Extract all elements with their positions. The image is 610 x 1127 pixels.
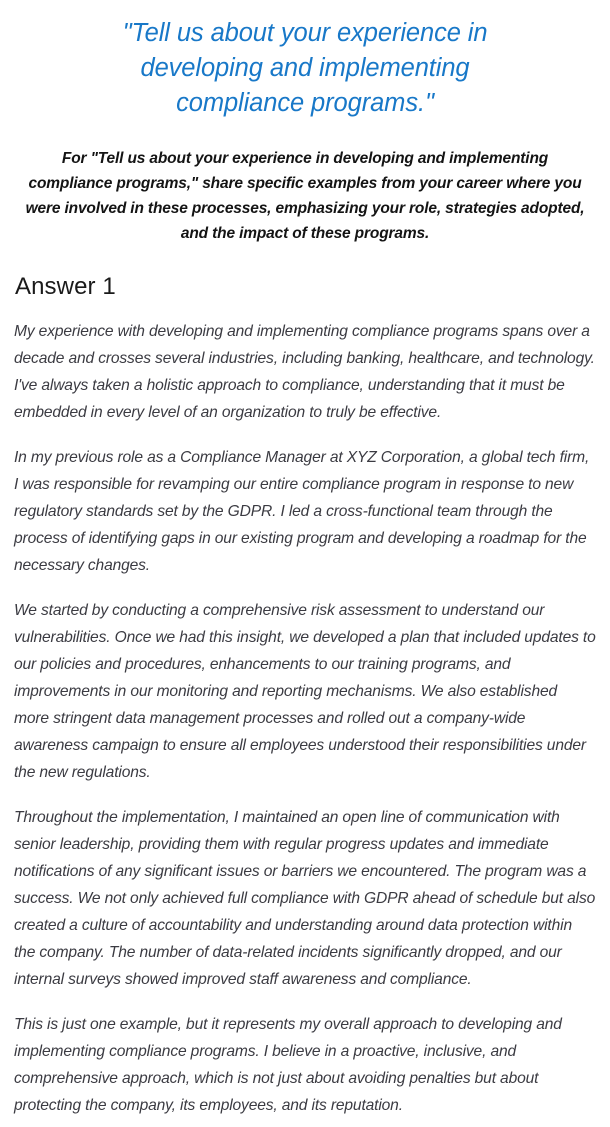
answer-heading: Answer 1 xyxy=(15,273,116,300)
answer-paragraph: My experience with developing and implementing compliance programs spans over a decade and crosses several industries, including banking, healthcare, and technology. I've always taken a holistic approach to compliance, understanding that it must be embedded in every level of an organization to truly be effective. xyxy=(14,323,595,421)
answer-body xyxy=(14,318,596,1119)
answer-paragraph: This is just one example, but it represents my overall approach to developing and implementing compliance programs. I believe in a proactive, inclusive, and comprehensive approach, which is not just about avoiding penalties but about protecting the company, its employees, and its reputation. xyxy=(14,1016,562,1114)
answer-paragraph: In my previous role as a Compliance Manager at XYZ Corporation, a global tech firm, I was responsible for revamping our entire compliance program in response to new regulatory standards set by the GDPR. I led a cross-functional team through the process of identifying gaps in our existing program and developing a roadmap for the necessary changes. xyxy=(14,449,590,574)
question-title-line-3: compliance programs." xyxy=(176,89,434,117)
question-title-line-2: developing and implementing xyxy=(140,54,470,82)
answer-paragraph: Throughout the implementation, I maintained an open line of communication with senior leadership, providing them with regular progress updates and immediate notifications of any significant issues or barriers we encountered. The program was a success. We not only achieved full compliance with GDPR ahead of schedule but also created a culture of accountability and understanding around data protection within the company. The number of data-related incidents significantly dropped, and our internal surveys showed improved staff awareness and compliance. xyxy=(14,809,596,988)
question-subtitle: For "Tell us about your experience in developing and implementing compliance programs," share specific examples from your career where you were involved in these processes, emphasizing your role, strategies adopted, and the impact of these programs. xyxy=(25,150,585,242)
question-title-line-1: "Tell us about your experience in xyxy=(122,19,488,47)
answer-paragraph: We started by conducting a comprehensive risk assessment to understand our vulnerabilities. Once we had this insight, we developed a plan that included updates to our policies and procedures, enhancements to our training programs, and improvements in our monitoring and reporting mechanisms. We also established more stringent data management processes and rolled out a company-wide awareness campaign to ensure all employees understood their responsibilities under the new regulations. xyxy=(14,602,596,781)
question-title xyxy=(14,16,596,121)
